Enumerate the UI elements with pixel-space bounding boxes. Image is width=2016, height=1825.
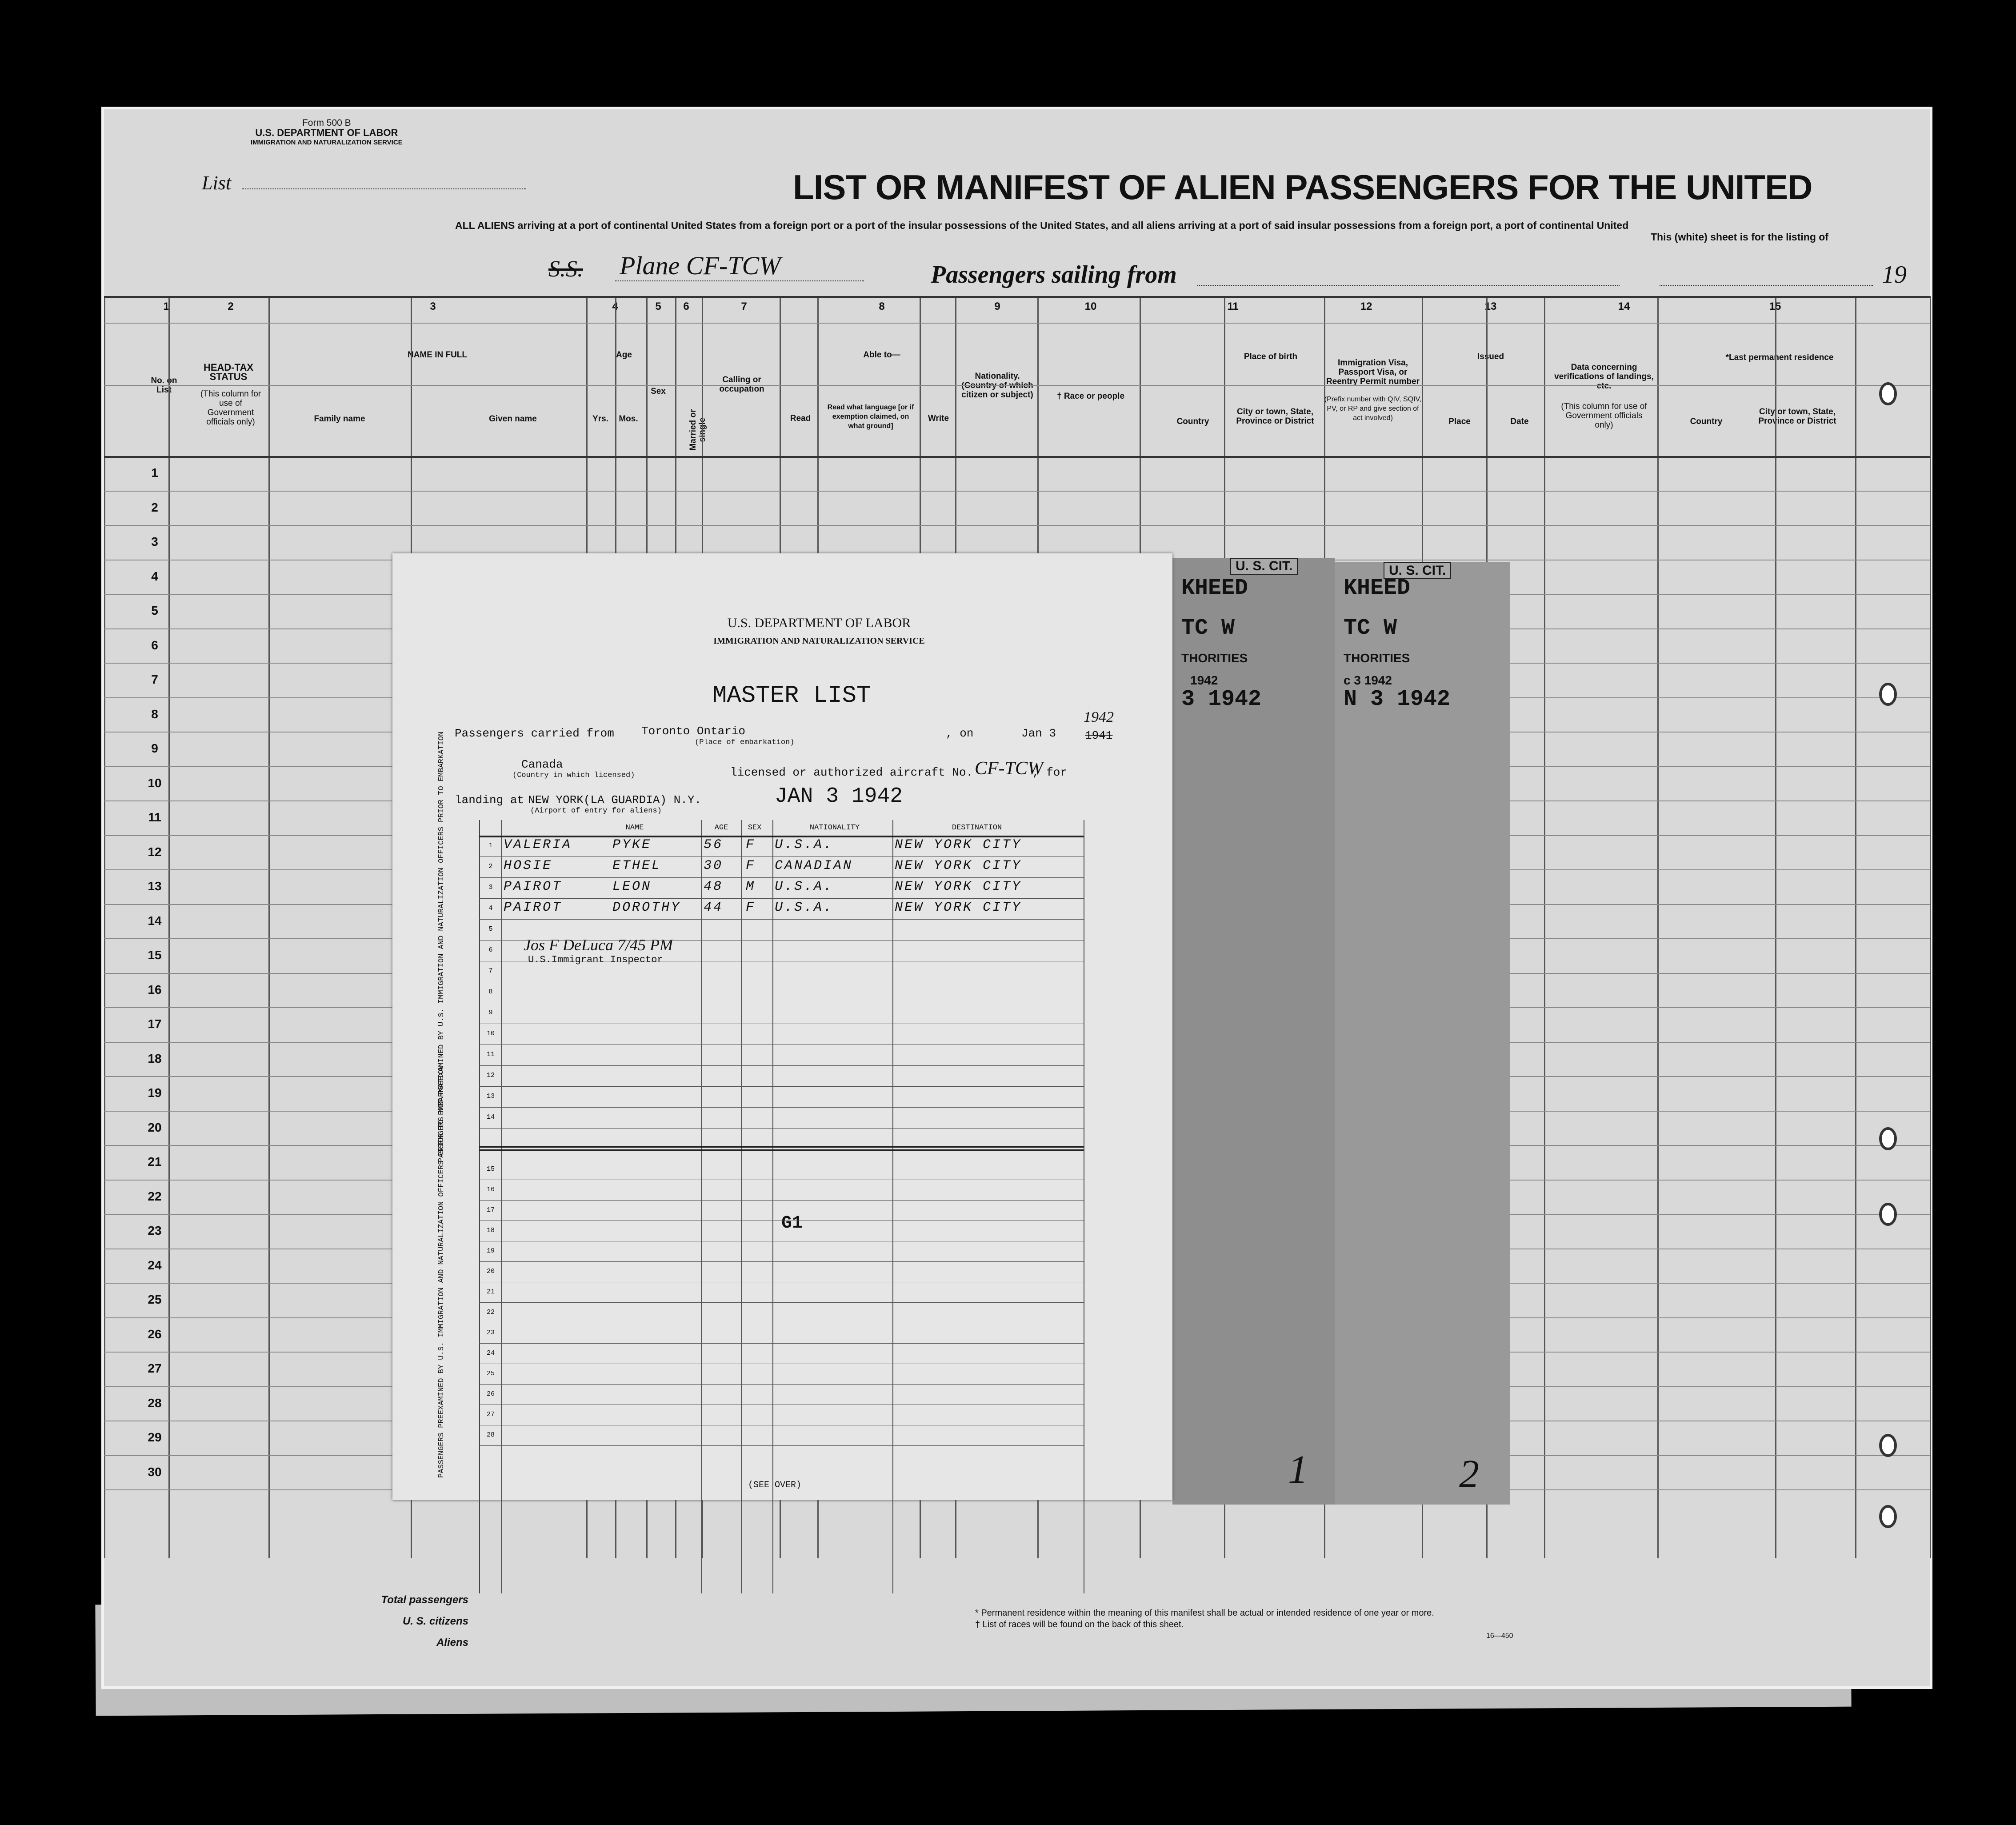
subtitle: ALL ALIENS arriving at a port of continental United States from a foreign port or a port of the insular possessions of the United States, and all aliens arriving at a port of said insular possessions from a foreign port, a port of continental United [455,220,1629,231]
year-prefix: 19 [1882,261,1907,288]
grey-authorities: THORITIES [1344,651,1410,665]
passenger-age: 30 [704,858,724,873]
year-typed: 1941 [1085,729,1113,742]
grid-header-line [104,385,1930,386]
form-dept: U.S. DEPARTMENT OF LABOR [255,127,398,138]
card-column-line [772,820,773,1593]
header-no-on-list: No. on List [151,376,177,395]
card-row-number: 27 [486,1411,495,1418]
passenger-family: PAIROT [504,879,563,894]
row-number: 21 [148,1155,162,1169]
card-row-number: 10 [486,1030,495,1037]
grey-sheet-number: 2 [1459,1452,1479,1496]
header-able-to: Able to— [863,350,900,360]
card-service: IMMIGRATION AND NATURALIZATION SERVICE [713,636,925,646]
row-number: 30 [148,1465,162,1479]
footnotes [975,1607,1513,1642]
card-row-number: 18 [486,1227,495,1234]
grey-heading-1: KHEED [1344,576,1411,601]
punch-hole [1879,683,1897,706]
landing-at: NEW YORK(LA GUARDIA) N.Y. [528,793,702,807]
footnote-residence: * Permanent residence within the meaning of this manifest shall be actual or intended residence of one year or more. [975,1608,1434,1618]
grid-column-line [1855,296,1856,1558]
col-number: 4 [612,300,618,312]
landing-label: landing at [455,793,524,807]
card-row-line [479,919,1084,920]
row-number: 12 [148,844,162,859]
aliens-label: Aliens [436,1637,468,1649]
row-number: 11 [148,810,161,824]
row-number: 10 [148,776,162,790]
punch-hole [1879,1203,1897,1226]
header-married: Married or single [688,409,707,451]
header-write: Write [928,414,949,423]
passenger-nat: CANADIAN [775,858,853,873]
header-age: Age [616,350,632,360]
grid-column-line [168,296,170,1558]
row-number: 24 [148,1258,162,1272]
row-number: 4 [151,569,158,583]
passenger-dest: NEW YORK CITY [895,837,1022,852]
col-number: 11 [1227,300,1239,312]
grid-header-line [104,456,1930,458]
grey-sheet-number: 1 [1288,1448,1308,1492]
row-number: 29 [148,1430,162,1444]
card-row-line [479,877,1084,878]
col-number: 12 [1360,300,1372,312]
header-place-of-birth: Place of birth [1244,352,1298,361]
country-note: (Country in which licensed) [512,771,635,780]
passenger-sex: F [746,900,756,915]
card-row-number: 12 [486,1072,495,1079]
row-number: 2 [151,500,158,514]
card-row-number: 14 [486,1113,495,1121]
header-visa-note: (Prefix number with QIV, SQIV, PV, or RP and give section of act involved) [1324,396,1422,422]
punch-hole [1879,382,1897,405]
row-number: 25 [148,1293,162,1306]
col-number: 10 [1084,300,1097,312]
card-row-number: 19 [486,1247,495,1255]
card-column-line [501,820,502,1593]
header-read-what: Read what language [or if exemption claimed, on what ground] [827,404,914,430]
passenger-family: HOSIE [504,858,553,873]
card-row-number: 26 [486,1390,495,1398]
card-row-number: 6 [488,946,493,954]
card-header-line [479,836,1084,837]
card-row-line [479,1445,1084,1446]
footnote-races: † List of races will be found on the back of this sheet. [975,1620,1184,1629]
card-dept: U.S. DEPARTMENT OF LABOR [727,616,911,630]
card-row-line [479,1302,1084,1303]
passenger-nat: U.S.A. [775,900,834,915]
us-citizens-label: U. S. citizens [402,1615,468,1627]
form-service: IMMIGRATION AND NATURALIZATION SERVICE [251,139,403,146]
grey-date-line: 1942 [1190,673,1218,687]
row-number: 26 [148,1327,162,1341]
card-row-number: 17 [486,1206,495,1214]
aircraft-no: CF-TCW [975,758,1044,779]
grey-heading-2: TC W [1181,616,1235,641]
grey-sheet-2 [1335,562,1510,1505]
passenger-given: DOROTHY [612,900,681,915]
punch-hole [1879,1505,1897,1528]
header-visa: Immigration Visa, Passport Visa, or Reentry Permit number [1326,358,1420,386]
totals-block [282,1589,468,1653]
on-label: , on [946,727,974,740]
header-given-name: Given name [489,414,537,424]
card-row-number: 20 [486,1268,495,1275]
card-row-number: 4 [488,904,493,912]
row-number: 14 [148,913,162,928]
passenger-family: VALERIA [504,837,572,852]
card-column-line [701,820,702,1593]
card-row-line [479,898,1084,899]
card-row-number: 13 [486,1093,495,1100]
card-column-line [741,820,742,1593]
header-nationality: Nationality. (Country of which citizen or subject) [961,372,1033,400]
card-row-number: 8 [488,988,493,996]
inspector-label: U.S.Immigrant Inspector [528,954,663,965]
row-number: 28 [148,1396,162,1410]
header-head-tax: HEAD-TAX STATUS [203,362,254,382]
card-row-number: 22 [486,1309,495,1316]
card-row-number: 9 [488,1009,493,1017]
us-cit-stamp: U. S. CIT. [1230,558,1298,575]
col-number: 1 [163,300,169,312]
grid-header-line [104,296,1930,298]
card-column-line [479,820,480,1593]
card-row-number: 16 [486,1186,495,1193]
footnote-code: 16—450 [1486,1632,1513,1640]
grid-column-line [1930,296,1931,1558]
col-number: 14 [1618,300,1630,312]
row-number: 5 [151,604,158,617]
row-number: 16 [148,982,162,997]
col-number: 5 [655,300,661,312]
form-header [251,118,403,148]
see-over: (SEE OVER) [748,1480,802,1490]
header-yrs: Yrs. [592,414,608,424]
place-note: (Place of embarkation) [695,738,795,747]
header-read: Read [790,414,811,423]
ss-line [615,280,864,281]
subtitle-2: This (white) sheet is for the listing of [1651,231,1828,243]
passenger-age: 56 [704,837,724,852]
carried-label: Passengers carried from [455,727,614,740]
card-row-number: 23 [486,1329,495,1337]
row-number: 22 [148,1189,162,1203]
header-head-tax-note: (This column for use of Government officials only) [200,389,261,427]
passenger-age: 44 [704,900,724,915]
row-number: 23 [148,1224,162,1237]
row-number: 18 [148,1051,162,1065]
header-calling: Calling or occupation [719,375,764,394]
row-number: 6 [151,638,158,652]
col-nationality: NATIONALITY [809,824,860,832]
row-number: 19 [148,1086,162,1100]
passenger-sex: F [746,837,756,852]
row-number: 1 [151,466,158,480]
passenger-nat: U.S.A. [775,837,834,852]
card-row-number: 11 [486,1051,495,1058]
ss-label: S.S. [548,256,583,282]
card-row-number: 5 [488,925,493,933]
landing-note: (Airport of entry for aliens) [530,807,662,815]
grey-sheet-1 [1172,558,1335,1505]
card-row-line [479,1343,1084,1344]
grey-date-big: 3 1942 [1181,687,1262,712]
header-last-residence: *Last permanent residence [1725,353,1834,362]
grey-heading-2: TC W [1344,616,1397,641]
grid-column-line [1775,296,1776,1558]
card-section-divider [479,1146,1084,1148]
passenger-given: LEON [612,879,652,894]
passenger-family: PAIROT [504,900,563,915]
header-city-2: City or town, State, Province or District [1758,407,1836,426]
row-number: 13 [148,879,162,893]
col-number: 7 [741,300,747,312]
card-row-number: 1 [488,842,493,849]
col-number: 3 [430,300,436,312]
col-number: 8 [879,300,885,312]
grid-column-line [268,296,270,1558]
card-row-number: 21 [486,1288,495,1296]
form-number: Form 500 B [302,118,351,128]
card-row-line [479,940,1084,941]
row-number: 8 [151,707,158,721]
passenger-age: 48 [704,879,724,894]
list-line [242,188,526,189]
card-row-number: 3 [488,884,493,891]
passenger-table [479,820,1084,1580]
passenger-dest: NEW YORK CITY [895,858,1022,873]
passenger-sex: M [746,879,756,894]
card-row-line [479,1200,1084,1201]
grid-column-line [1657,296,1659,1558]
for-label: , for [1032,766,1068,779]
header-country-2: Country [1690,417,1723,426]
card-title: MASTER LIST [712,682,871,709]
card-row-number: 7 [488,967,493,975]
header-race: † Race or people [1056,392,1125,401]
col-number: 2 [228,300,234,312]
card-row-line [479,856,1084,857]
sailing-line [1197,285,1620,286]
card-row-line [479,1086,1084,1087]
grid-column-line [104,296,105,1558]
punch-hole [1879,1127,1897,1150]
col-number: 15 [1769,300,1781,312]
punch-hole [1879,1434,1897,1457]
card-row-line [479,1107,1084,1108]
licensed-country: Canada [521,758,563,771]
vertical-label-not-preexamined: PASSENGERS NOT PREEXAMINED BY U.S. IMMIGRATION AND NATURALIZATION OFFICERS PRIOR TO EMBARKATION [437,731,446,1162]
header-issued: Issued [1477,352,1504,361]
passenger-given: PYKE [612,837,652,852]
passenger-nat: U.S.A. [775,879,834,894]
total-passengers-label: Total passengers [381,1594,468,1606]
grey-heading-1: KHEED [1181,576,1248,601]
header-country: Country [1176,417,1209,426]
header-mos: Mos. [619,414,638,424]
col-number: 6 [683,300,689,312]
grey-authorities: THORITIES [1181,651,1248,665]
master-list-card [392,553,1172,1500]
us-cit-stamp: U. S. CIT. [1384,562,1451,579]
carried-from: Toronto Ontario [641,724,746,738]
aircraft-label: licensed or authorized aircraft No. [730,766,973,779]
passenger-given: ETHEL [612,858,662,873]
card-column-line [892,820,893,1593]
list-label: List [202,172,232,194]
stamp-date: JAN 3 1942 [775,784,903,808]
card-row-line [479,1065,1084,1066]
header-date: Date [1510,417,1529,426]
grid-row-line [104,491,1930,492]
vertical-label-preexamined: PASSENGERS PREEXAMINED BY U.S. IMMIGRATION AND NATURALIZATION OFFICERS PRIOR TO EMBARKATION [437,1065,446,1478]
row-number: 7 [151,672,158,686]
card-row-number: 25 [486,1370,495,1377]
flight-date: Jan 3 [1021,727,1056,740]
col-number: 13 [1484,300,1497,312]
grid-row-line [104,525,1930,526]
col-sex: SEX [748,824,762,832]
sailing-label: Passengers sailing from [931,261,1177,288]
header-name-in-full: NAME IN FULL [407,350,468,360]
card-row-line [479,1128,1084,1129]
row-number: 3 [151,535,158,548]
col-destination: DESTINATION [952,824,1002,832]
row-number: 17 [148,1017,162,1031]
grid-header-line [104,323,1930,324]
card-row-number: 24 [486,1349,495,1357]
passenger-dest: NEW YORK CITY [895,879,1022,894]
card-row-line [479,1384,1084,1385]
inspector-signature: Jos F DeLuca 7/45 PM [524,936,673,954]
passenger-sex: F [746,858,756,873]
card-row-number: 15 [486,1165,495,1173]
list-mark: G1 [781,1213,803,1233]
grid-column-line [1544,296,1545,1558]
row-number: 15 [148,948,162,962]
header-place: Place [1448,417,1471,426]
col-name: NAME [625,824,644,832]
card-row-line [479,1261,1084,1262]
sailing-date-line [1660,285,1873,286]
header-family-name: Family name [314,414,365,424]
grey-date-big: N 3 1942 [1344,687,1451,712]
card-section-divider [479,1149,1084,1151]
ss-value: Plane CF-TCW [620,251,781,280]
header-city: City or town, State, Province or District [1236,407,1314,426]
row-number: 27 [148,1361,162,1375]
card-row-number: 2 [488,863,493,870]
col-number: 9 [994,300,1000,312]
card-row-number: 28 [486,1431,495,1439]
page-title: LIST OR MANIFEST OF ALIEN PASSENGERS FOR THE UNITED [793,168,1812,207]
row-number: 20 [148,1120,162,1134]
col-age: AGE [714,824,728,832]
header-sex: Sex [651,387,666,396]
header-data-concerning: Data concerning verifications of landings, etc. [1554,363,1654,391]
row-number: 9 [151,741,158,755]
header-data-note: (This column for use of Government officials only) [1561,402,1647,430]
year-handwritten: 1942 [1084,709,1114,725]
passenger-dest: NEW YORK CITY [895,900,1022,915]
grey-date-line: c 3 1942 [1344,673,1392,687]
